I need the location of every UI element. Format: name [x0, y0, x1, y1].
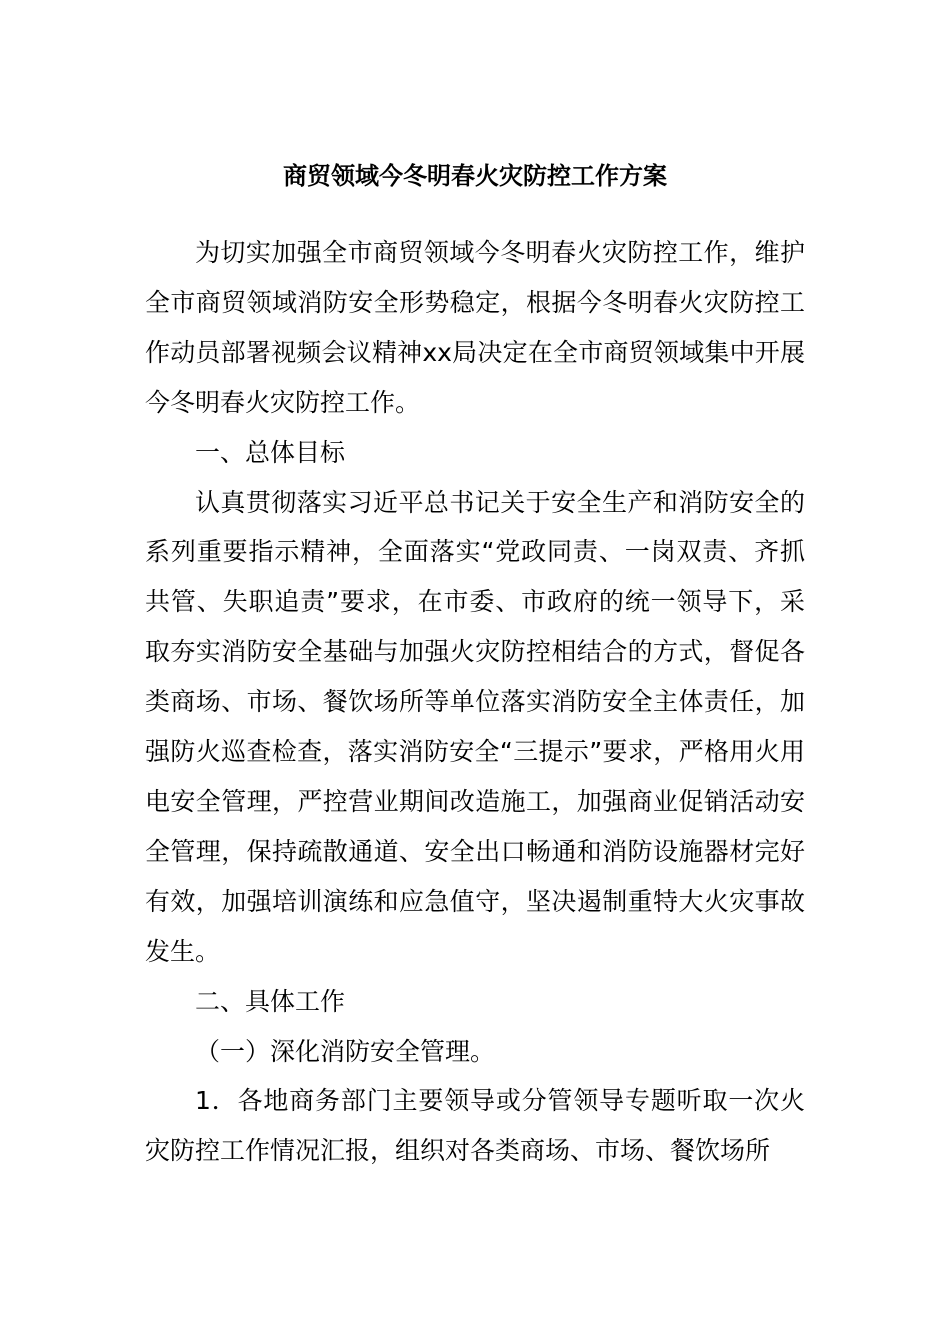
section-heading-1: 一、总体目标 [195, 437, 346, 467]
document-title: 商贸领域今冬明春火灾防控工作方案 [283, 162, 667, 190]
paragraph-intro: 为切实加强全市商贸领域今冬明春火灾防控工作，维护全市商贸领域消防安全形势稳定，根据今冬明春火灾防控工作动员部署视频会议精神xx局决定在全市商贸领域集中开展今冬明春火灾防控工作。 [145, 238, 805, 417]
subsection-heading-1: （一）深化消防安全管理。 [195, 1036, 496, 1066]
paragraph-goals: 认真贯彻落实习近平总书记关于安全生产和消防安全的系列重要指示精神，全面落实“党政同责、一岗双责、齐抓共管、失职追责”要求，在市委、市政府的统一领导下，采取夯实消防安全基础与加强火灾防控相结合的方式，督促各类商场、市场、餐饮场所等单位落实消防安全主体责任，加强防火巡查检查，落实消防安全“三提示”要求，严格用火用电安全管理，严控营业期间改造施工，加强商业促销活动安全管理，保持疏散通道、安全出口畅通和消防设施器材完好有效，加强培训演练和应急值守，坚决遏制重特大火灾事故发生。 [145, 487, 805, 966]
document-body [145, 228, 805, 1176]
paragraph-item-1: 1．各地商务部门主要领导或分管领导专题听取一次火灾防控工作情况汇报，组织对各类商场、市场、餐饮场所 [145, 1086, 805, 1166]
section-heading-2: 二、具体工作 [195, 986, 346, 1016]
